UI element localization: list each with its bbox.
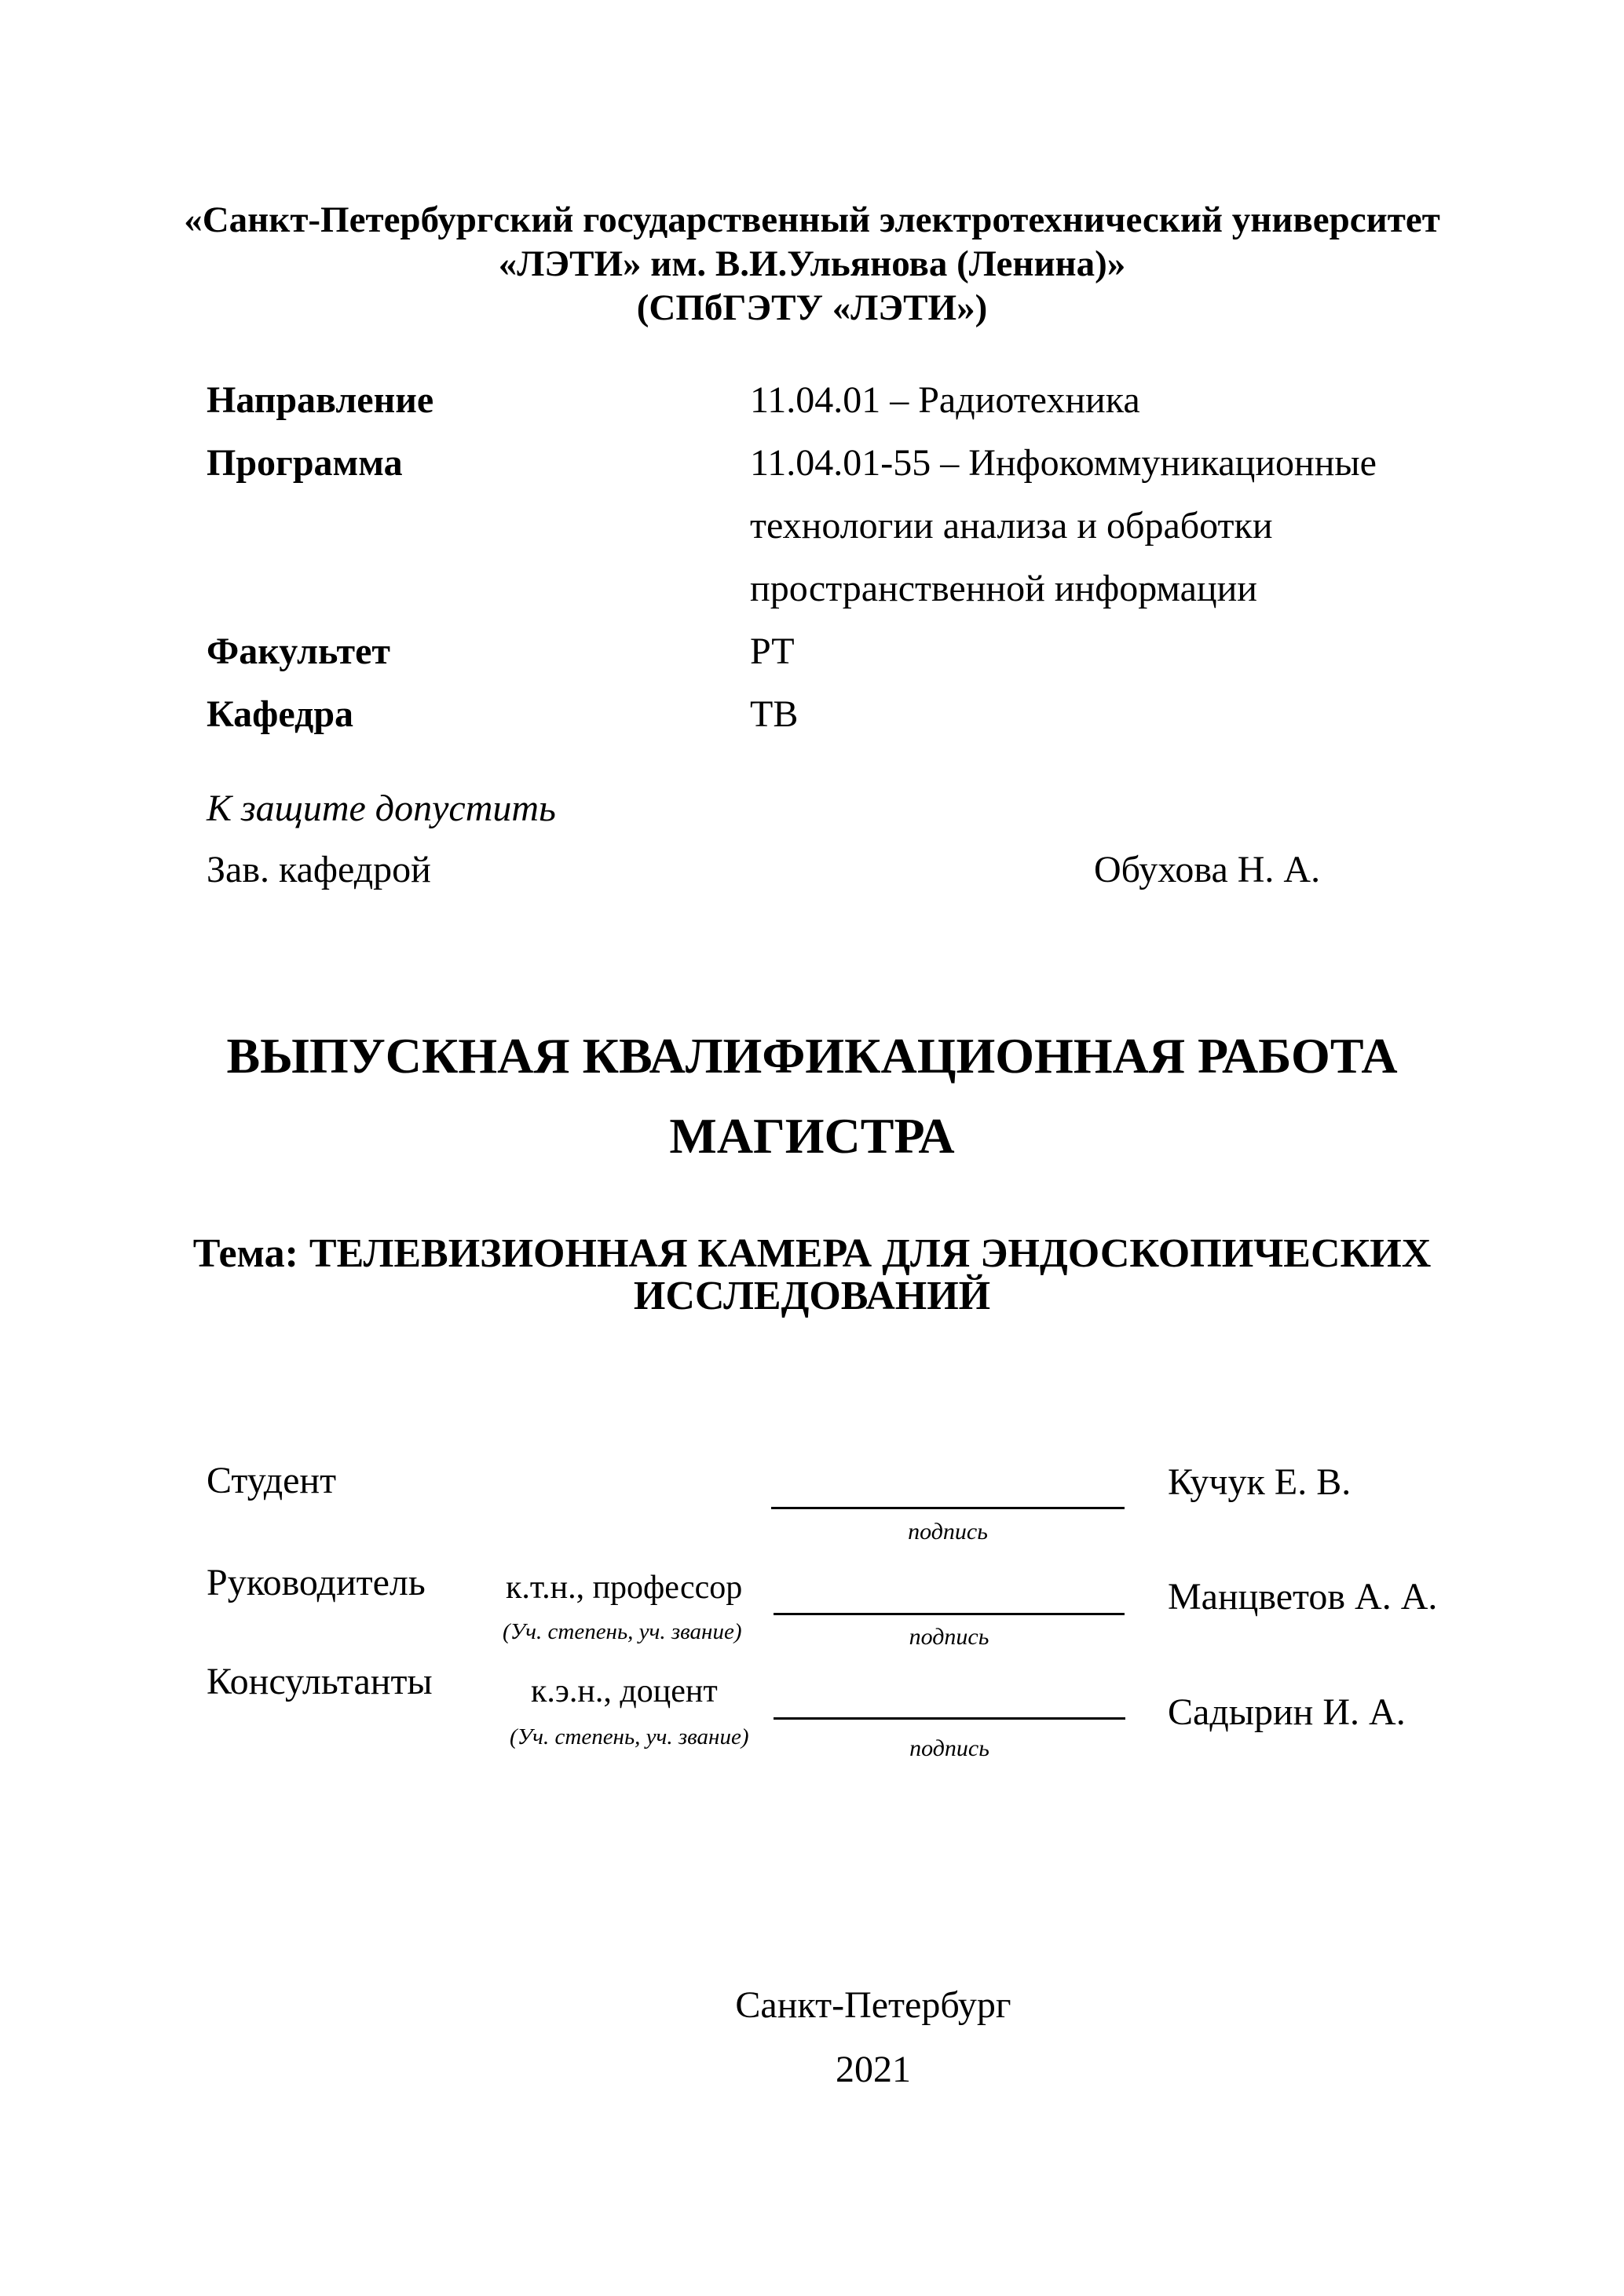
topic-text-line2: ИССЛЕДОВАНИЙ [633, 1274, 991, 1318]
university-abbreviation: (СПбГЭТУ «ЛЭТИ») [636, 287, 988, 328]
consultant-signature-caption: подпись [909, 1735, 989, 1761]
faculty-value: РТ [750, 631, 795, 672]
supervisor-name: Манцветов А. А. [1168, 1576, 1438, 1618]
program-value-line2: технологии анализа и обработки [750, 505, 1273, 547]
topic-text-line1: ТЕЛЕВИЗИОННАЯ КАМЕРА ДЛЯ ЭНДОСКОПИЧЕСКИХ [309, 1231, 1432, 1276]
topic-prefix: Тема: [192, 1231, 298, 1276]
direction-value: 11.04.01 – Радиотехника [750, 379, 1140, 421]
student-signature-line [771, 1507, 1125, 1509]
department-head-label: Зав. кафедрой [207, 849, 431, 890]
program-value-line3: пространственной информации [750, 568, 1257, 609]
admit-to-defense-line: К защите допустить [207, 788, 556, 829]
info-row-program-wrap1 [207, 503, 1502, 565]
supervisor-signature-caption: подпись [909, 1624, 989, 1650]
department-value: ТВ [750, 693, 799, 735]
consultant-signature-line [774, 1717, 1125, 1720]
year-label: 2021 [836, 2049, 911, 2090]
supervisor-signature-line [774, 1613, 1125, 1615]
info-row-program-wrap2 [207, 565, 1502, 628]
department-head-name: Обухова Н. А. [1094, 849, 1321, 890]
info-row-direction [207, 377, 1502, 440]
student-role-label: Студент [207, 1460, 337, 1501]
consultant-degree-caption: (Уч. степень, уч. звание) [510, 1724, 749, 1749]
university-header [0, 198, 1624, 330]
department-label: Кафедра [207, 693, 354, 735]
thesis-title-line1: ВЫПУСКНАЯ КВАЛИФИКАЦИОННАЯ РАБОТА [226, 1028, 1398, 1084]
info-row-program [207, 440, 1502, 503]
supervisor-role-label: Руководитель [207, 1562, 426, 1603]
topic-block [0, 1233, 1624, 1318]
supervisor-degree: к.т.н., профессор [506, 1570, 743, 1606]
consultant-degree: к.э.н., доцент [531, 1673, 718, 1709]
student-name: Кучук Е. В. [1168, 1461, 1352, 1503]
consultants-role-label: Консультанты [207, 1661, 433, 1702]
thesis-title-line2: МАГИСТРА [669, 1108, 955, 1164]
university-name-line1: «Санкт-Петербургский государственный электротехнический университет [184, 199, 1440, 240]
program-value-line1: 11.04.01-55 – Инфокоммуникационные [750, 442, 1377, 484]
program-label: Программа [207, 442, 403, 484]
supervisor-degree-caption: (Уч. степень, уч. звание) [503, 1619, 742, 1644]
city-label: Санкт-Петербург [735, 1984, 1011, 2026]
program-info-block [207, 377, 1502, 754]
faculty-label: Факультет [207, 631, 390, 672]
university-name-line2: «ЛЭТИ» им. В.И.Ульянова (Ленина)» [498, 243, 1126, 284]
info-row-department [207, 691, 1502, 754]
student-signature-caption: подпись [908, 1519, 988, 1545]
topic-line1 [0, 1233, 1624, 1275]
consultant-name: Садырин И. А. [1168, 1691, 1406, 1733]
direction-label: Направление [207, 379, 434, 421]
info-row-faculty [207, 628, 1502, 691]
